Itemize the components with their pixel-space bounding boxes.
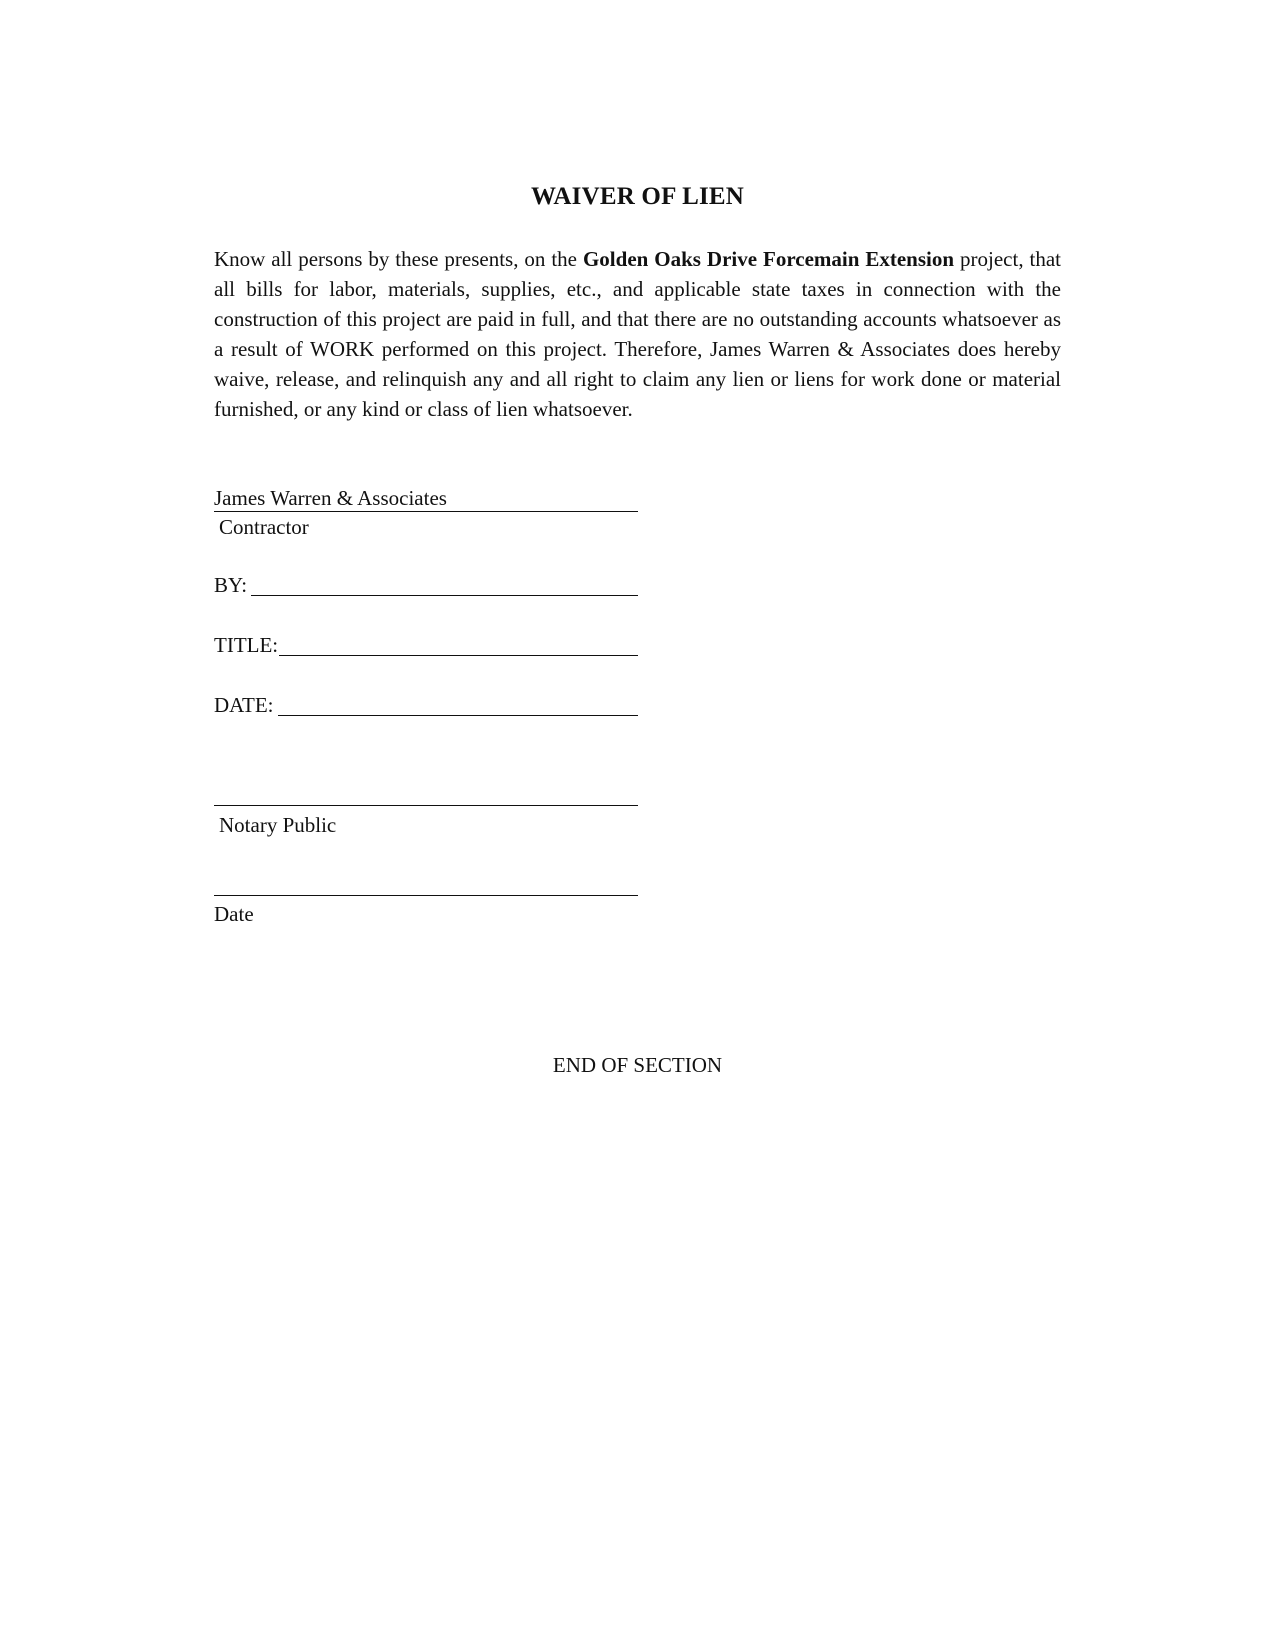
paragraph-intro: Know all persons by these presents, on the (214, 247, 583, 271)
notary-caption: Notary Public (219, 813, 337, 837)
title-field[interactable] (214, 630, 638, 658)
end-of-section: END OF SECTION (552, 1053, 723, 1077)
page-title: WAIVER OF LIEN (530, 183, 745, 210)
contractor-caption: Contractor (219, 515, 309, 539)
notary-signature-line[interactable] (214, 805, 638, 806)
date-field[interactable] (214, 690, 638, 718)
title-label: TITLE: (214, 633, 279, 657)
by-field[interactable] (214, 570, 638, 598)
contractor-name-line: James Warren & Associates (214, 485, 638, 512)
date-label: DATE: (214, 693, 274, 717)
by-signature-line[interactable] (251, 573, 638, 596)
notary-date-line[interactable] (214, 895, 638, 896)
by-label: BY: (214, 573, 248, 597)
project-name: Golden Oaks Drive Forcemain Extension (582, 247, 955, 271)
notary-date-caption: Date (214, 902, 254, 926)
waiver-paragraph (214, 244, 1061, 424)
title-entry-line[interactable] (279, 633, 638, 656)
date-entry-line[interactable] (278, 693, 639, 716)
paragraph-rest: project, that all bills for labor, materials, supplies, etc., and applicable state taxes in connection with the construction of this project are paid in full, and that there are no outstanding accounts whatsoever as a result of WORK performed on this project. Therefore, James Warren & Associates does hereby waive, release, and relinquish any and all right to claim any lien or liens for work done or material furnished, or any kind or class of lien whatsoever. (214, 247, 1062, 421)
